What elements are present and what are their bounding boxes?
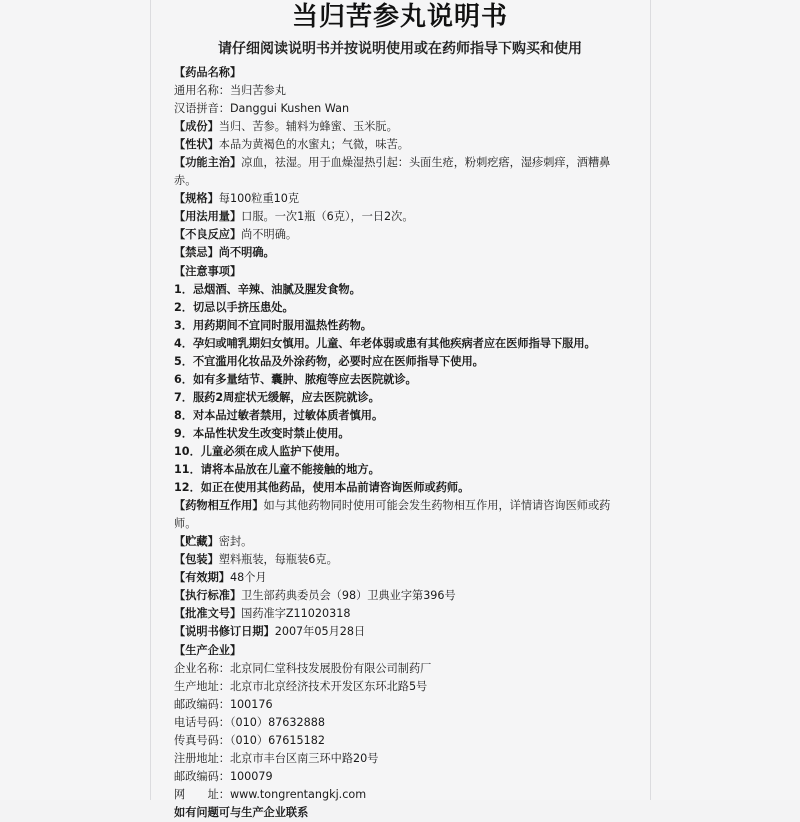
section-header-manufacturer: 【生产企业】	[174, 643, 242, 657]
section-interactions	[174, 497, 626, 533]
section-storage	[174, 533, 626, 551]
section-revision	[174, 623, 626, 641]
section-ingredients	[174, 118, 626, 136]
section-indications	[174, 154, 626, 190]
manufacturer-line: 传真号码：（010）67615182	[174, 733, 326, 747]
section-approval	[174, 605, 626, 623]
storage-text: 密封。	[218, 535, 253, 549]
section-spec	[174, 190, 626, 208]
usage-text: 口服。一次1瓶（6克），一日2次。	[241, 210, 414, 224]
section-header-package: 【包装】	[174, 553, 219, 567]
precaution-item: 1．忌烟酒、辛辣、油腻及腥发食物。	[174, 282, 361, 296]
section-character	[174, 136, 626, 154]
manufacturer-line: 生产地址：北京市北京经济技术开发区东环北路5号	[174, 679, 428, 693]
section-header-revision: 【说明书修订日期】	[174, 625, 275, 639]
section-usage	[174, 208, 626, 226]
section-header-precautions: 【注意事项】	[174, 264, 242, 278]
manufacturer-line: 注册地址：北京市丰台区南三环中路20号	[174, 751, 379, 765]
adverse-text: 尚不明确。	[241, 228, 298, 242]
spec-text: 每100粒重10克	[218, 192, 300, 206]
standard-text: 卫生部药典委员会（98）卫典业字第396号	[241, 589, 456, 603]
precaution-item: 7．服药2周症状无缓解，应去医院就诊。	[174, 390, 380, 404]
section-contraindications	[174, 244, 626, 262]
document-body	[174, 64, 626, 822]
validity-text: 48个月	[229, 571, 267, 585]
section-header-adverse: 【不良反应】	[174, 228, 242, 242]
manufacturer-line: 企业名称：北京同仁堂科技发展股份有限公司制药厂	[174, 661, 432, 675]
section-header-validity: 【有效期】	[174, 571, 230, 585]
ingredients-text: 当归、苦参。辅料为蜂蜜、玉米朊。	[218, 120, 398, 134]
section-header-character: 【性状】	[174, 138, 219, 152]
section-header-standard: 【执行标准】	[174, 589, 242, 603]
section-header-approval: 【批准文号】	[174, 607, 242, 621]
revision-text: 2007年05月28日	[274, 625, 366, 639]
section-header-usage: 【用法用量】	[174, 210, 242, 224]
section-header-contraindications: 【禁忌】	[174, 246, 219, 260]
precaution-item: 4．孕妇或哺乳期妇女慎用。儿童、年老体弱或患有其他疾病者应在医师指导下服用。	[174, 336, 596, 350]
section-standard	[174, 587, 626, 605]
precaution-item: 5．不宜滥用化妆品及外涂药物，必要时应在医师指导下使用。	[174, 354, 484, 368]
fold-line	[650, 0, 651, 800]
package-text: 塑料瓶装，每瓶装6克。	[218, 553, 338, 567]
section-validity	[174, 569, 626, 587]
character-text: 本品为黄褐色的水蜜丸；气微，味苦。	[218, 138, 409, 152]
precaution-item: 11．请将本品放在儿童不能接触的地方。	[174, 463, 380, 477]
section-header-drug-name: 【药品名称】	[174, 66, 242, 79]
approval-text: 国药准字Z11020318	[241, 607, 351, 621]
manufacturer-line: 邮政编码：100176	[174, 697, 273, 711]
precaution-item: 8．对本品过敏者禁用，过敏体质者慎用。	[174, 408, 384, 422]
manufacturer-line: 网 址：www.tongrentangkj.com	[174, 787, 367, 801]
precaution-item: 3．用药期间不宜同时服用温热性药物。	[174, 318, 372, 332]
interactions-text: 如与其他药物同时使用可能会发生药物相互作用，详情请咨询医师或药师。	[174, 499, 611, 531]
section-package	[174, 551, 626, 569]
precaution-item: 10．儿童必须在成人监护下使用。	[174, 444, 347, 458]
fold-line	[150, 0, 151, 800]
document-title: 当归苦参丸说明书	[291, 2, 508, 32]
indications-text: 凉血，祛湿。用于血燥湿热引起：头面生疮，粉刺疙瘩，湿疹刺痒，酒糟鼻赤。	[174, 156, 611, 188]
document-subtitle: 请仔细阅读说明书并按说明使用或在药师指导下购买和使用	[218, 41, 582, 57]
precaution-item: 6．如有多量结节、囊肿、脓疱等应去医院就诊。	[174, 372, 417, 386]
manufacturer-line: 邮政编码：100079	[174, 769, 273, 783]
manufacturer-line: 电话号码：（010）87632888	[174, 715, 326, 729]
precaution-item: 2．切忌以手挤压患处。	[174, 300, 294, 314]
generic-name: 通用名称：当归苦参丸	[174, 84, 286, 98]
section-header-ingredients: 【成份】	[174, 120, 219, 134]
section-header-storage: 【贮藏】	[174, 535, 219, 549]
precaution-item: 9．本品性状发生改变时禁止使用。	[174, 426, 350, 440]
pinyin-name: 汉语拼音：Danggui Kushen Wan	[174, 102, 350, 116]
section-adverse	[174, 226, 626, 244]
contraindications-text: 尚不明确。	[218, 246, 275, 260]
section-header-indications: 【功能主治】	[174, 156, 242, 170]
precaution-item: 12．如正在使用其他药品，使用本品前请咨询医师或药师。	[174, 481, 470, 495]
footer-note: 如有问题可与生产企业联系	[174, 805, 309, 819]
section-header-interactions: 【药物相互作用】	[174, 499, 264, 513]
section-header-spec: 【规格】	[174, 192, 219, 206]
